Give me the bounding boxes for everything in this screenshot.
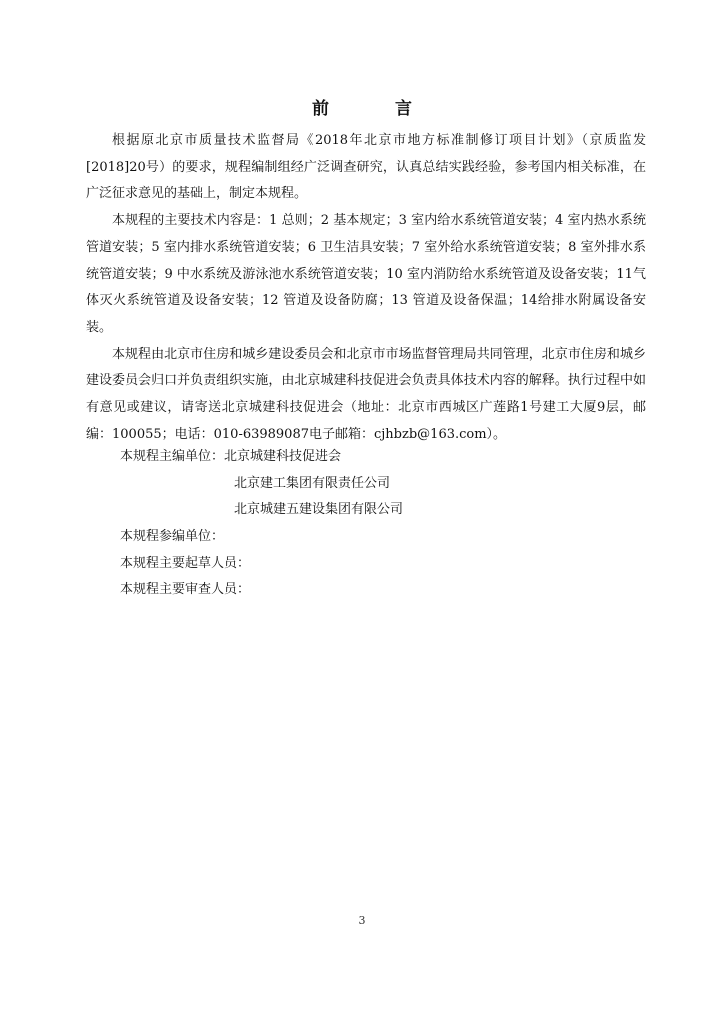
paragraph-management: 本规程由北京市住房和城乡建设委员会和北京市市场监督管理局共同管理，北京市住房和城乡建设委员会归口并负责组织实施，由北京城建科技促进会负责具体技术内容的解释。执行过程中如有意见或建议，请寄送北京城建科技促进会（地址：北京市西城区广莲路1号建工大厦9层，邮编：100055；电话：010-63989087电子邮箱：cjhbzb@163.com）。 bbox=[86, 346, 646, 442]
drafters-label: 本规程主要起草人员： bbox=[120, 555, 251, 571]
chief-editor-label: 本规程主编单位： bbox=[120, 449, 225, 464]
chief-editor-unit-3: 北京城建五建设集团有限公司 bbox=[234, 502, 404, 518]
editors-block bbox=[120, 444, 403, 604]
page-title: 前 言 bbox=[312, 99, 442, 119]
chief-editor-row bbox=[120, 444, 403, 471]
paragraph-background: 根据原北京市质量技术监督局《2018年北京市地方标准制修订项目计划》（京质监发[2018]20号）的要求，规程编制组经广泛调查研究，认真总结实践经验，参考国内相关标准，在广泛征求意见的基础上，制定本规程。 bbox=[86, 133, 646, 202]
participating-units-label: 本规程参编单位： bbox=[120, 529, 225, 545]
reviewers-label: 本规程主要审查人员： bbox=[120, 582, 251, 598]
chief-editor-unit-2: 北京建工集团有限责任公司 bbox=[234, 475, 391, 491]
preface-body bbox=[86, 128, 646, 448]
page-number: 3 bbox=[358, 914, 366, 927]
chief-editor-unit-1: 北京城建科技促进会 bbox=[224, 449, 342, 464]
paragraph-technical-contents: 本规程的主要技术内容是：1 总则；2 基本规定；3 室内给水系统管道安装；4 室内热水系统管道安装；5 室内排水系统管道安装；6 卫生洁具安装；7 室外给水系统管道安装；8 室外排水系统管道安装；9 中水系统及游泳池水系统管道安装；10 室内消防给水系统管道及设备安装；11气体灭火系统管道及设备安装；12 管道及设备防腐；13 管道及设备保温；14给排水附属设备安装。 bbox=[86, 213, 646, 335]
